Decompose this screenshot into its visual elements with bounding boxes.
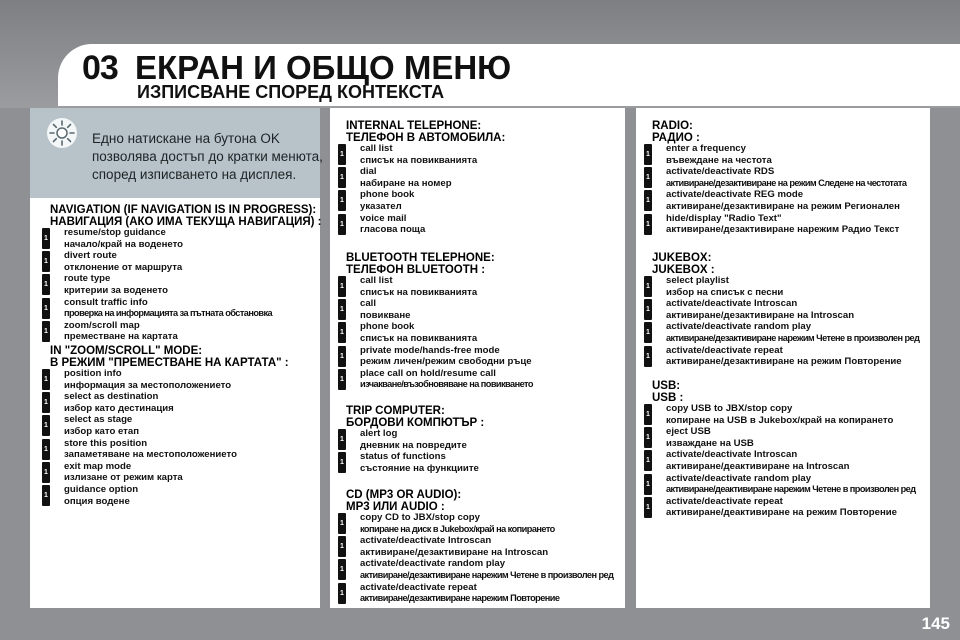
- button-1-icon: 1: [644, 322, 652, 343]
- menu-item: [360, 189, 414, 212]
- menu-item: [666, 321, 919, 344]
- menu-item: [666, 496, 897, 519]
- menu-item-bg: изчакване/възобновяване на повикването: [360, 379, 533, 390]
- menu-item-en: phone book: [360, 321, 415, 333]
- menu-item-en: activate/deactivate RDS: [666, 166, 775, 178]
- button-1-icon: 1: [644, 299, 652, 320]
- button-1-icon: 1: [42, 274, 50, 295]
- menu-item: [64, 414, 139, 437]
- menu-item: [666, 449, 849, 472]
- menu-item-bg: активиране/дезактивиране на Introscan: [666, 309, 855, 321]
- section-title: [346, 120, 505, 144]
- button-1-icon: 1: [338, 513, 346, 534]
- button-1-icon: 1: [644, 474, 652, 495]
- menu-item-en: position info: [64, 368, 122, 379]
- menu-item-bg: активиране/дезактивиране нарежим Радио Текст: [666, 224, 900, 236]
- menu-item-en: select as destination: [64, 391, 159, 403]
- menu-item-bg: активиране/дезактивиране на режим Повторение: [666, 356, 902, 368]
- button-1-icon: 1: [42, 298, 50, 319]
- menu-item-en: guidance option: [64, 484, 139, 495]
- menu-item: [666, 275, 783, 298]
- section-title: [652, 380, 683, 404]
- menu-item: [64, 391, 174, 414]
- menu-item-en: exit map mode: [64, 460, 132, 472]
- menu-item: [64, 227, 183, 250]
- button-1-icon: 1: [644, 214, 652, 235]
- menu-item-en: store this position: [64, 437, 148, 449]
- page-title: ЕКРАН И ОБЩО МЕНЮ: [135, 49, 512, 86]
- button-1-icon: 1: [338, 214, 346, 235]
- menu-item-en: place call on hold/resume call: [360, 367, 496, 379]
- menu-item-en: activate/deactivate random play: [360, 558, 506, 570]
- menu-item-en: activate/deactivate Introscan: [360, 535, 492, 547]
- menu-item-en: copy CD to JBX/stop copy: [360, 512, 480, 523]
- button-1-icon: 1: [338, 322, 346, 343]
- button-1-icon: 1: [644, 346, 652, 367]
- section-title-line: IN "ZOOM/SCROLL" MODE:: [50, 345, 203, 357]
- menu-item-bg: повикване: [360, 309, 411, 321]
- menu-item-bg: списък на повикванията: [360, 286, 478, 298]
- menu-item: [64, 368, 231, 391]
- button-1-icon: 1: [338, 144, 346, 165]
- section-title-line: JUKEBOX:: [652, 252, 712, 264]
- menu-item-bg: активиране/дезактивиране на режим Следене на честотата: [666, 177, 907, 188]
- menu-item: [64, 438, 237, 461]
- section-title-line: РАДИО :: [652, 132, 700, 144]
- menu-item-en: activate/deactivate random play: [666, 321, 812, 333]
- section-title-line: BLUETOOTH TELEPHONE:: [346, 252, 495, 264]
- section-title: [346, 489, 461, 513]
- button-1-icon: 1: [338, 299, 346, 320]
- menu-item-en: status of functions: [360, 451, 446, 463]
- menu-item-en: route type: [64, 273, 111, 285]
- menu-item-bg: указател: [360, 200, 402, 212]
- menu-item-bg: активиране/дезактивиране на режим Регионален: [666, 200, 900, 212]
- section-title-line: БОРДОВИ КОМПЮТЪР :: [346, 417, 485, 429]
- button-1-icon: 1: [644, 427, 652, 448]
- section-title-line: НАВИГАЦИЯ (АКО ИМА ТЕКУЩА НАВИГАЦИЯ) :: [50, 216, 322, 228]
- button-1-icon: 1: [644, 450, 652, 471]
- menu-item-en: activate/deactivate Introscan: [666, 449, 798, 461]
- menu-item: [666, 213, 899, 236]
- button-1-icon: 1: [338, 429, 346, 450]
- section-title: [50, 204, 322, 228]
- menu-item-bg: излизане от режим карта: [64, 472, 183, 484]
- menu-item-en: resume/stop guidance: [64, 227, 166, 238]
- menu-item-bg: информация за местоположението: [64, 379, 232, 391]
- lightbulb-icon: [47, 118, 77, 148]
- button-1-icon: 1: [42, 439, 50, 460]
- menu-item: [666, 143, 772, 166]
- menu-item: [360, 298, 411, 321]
- button-1-icon: 1: [42, 228, 50, 249]
- menu-item-bg: гласова поща: [360, 224, 426, 236]
- menu-item: [360, 368, 533, 391]
- menu-item-bg: активиране/дезактивиране нарежим Четене в произволен ред: [666, 332, 920, 343]
- section-title: [346, 405, 484, 429]
- section-title-line: ТЕЛЕФОН BLUETOOTH :: [346, 264, 486, 276]
- menu-item-bg: копиране на USB в Jukebox/край на копирането: [666, 414, 894, 426]
- menu-item: [360, 451, 479, 474]
- menu-item-bg: преместване на картата: [64, 331, 178, 343]
- menu-item-en: eject USB: [666, 426, 711, 438]
- menu-item: [360, 143, 477, 166]
- tip-line: Едно натискане на бутона OK: [92, 131, 280, 146]
- button-1-icon: 1: [338, 369, 346, 390]
- menu-item: [360, 558, 613, 581]
- button-1-icon: 1: [644, 497, 652, 518]
- section-title-line: USB :: [652, 392, 684, 404]
- menu-item-en: activate/deactivate Introscan: [666, 298, 798, 310]
- tip-box: [30, 108, 323, 198]
- menu-item-bg: изваждане на USB: [666, 437, 754, 449]
- section-title-line: CD (MP3 OR AUDIO):: [346, 489, 462, 501]
- menu-item-en: call list: [360, 275, 393, 286]
- menu-item: [64, 273, 168, 296]
- menu-item-bg: запаметяване на местоположението: [64, 449, 237, 461]
- menu-item: [666, 166, 906, 189]
- menu-item-en: select playlist: [666, 275, 729, 286]
- button-1-icon: 1: [644, 190, 652, 211]
- button-1-icon: 1: [338, 583, 346, 604]
- menu-item: [666, 298, 854, 321]
- menu-item-en: enter a frequency: [666, 143, 746, 154]
- menu-item-bg: избор на списък с песни: [666, 286, 784, 298]
- menu-item: [360, 321, 477, 344]
- button-1-icon: 1: [42, 415, 50, 436]
- menu-item-en: zoom/scroll map: [64, 319, 140, 331]
- menu-item-en: activate/deactivate repeat: [666, 495, 783, 507]
- menu-item-bg: критерии за воденето: [64, 284, 168, 296]
- menu-item-en: phone book: [360, 189, 415, 201]
- button-1-icon: 1: [338, 190, 346, 211]
- button-1-icon: 1: [42, 392, 50, 413]
- menu-item-bg: избор като етап: [64, 425, 140, 437]
- button-1-icon: 1: [42, 251, 50, 272]
- button-1-icon: 1: [338, 536, 346, 557]
- section-title: [652, 120, 700, 144]
- menu-item-en: copy USB to JBX/stop copy: [666, 403, 793, 414]
- button-1-icon: 1: [644, 167, 652, 188]
- button-1-icon: 1: [338, 452, 346, 473]
- menu-item: [666, 345, 902, 368]
- menu-item: [64, 320, 178, 343]
- menu-item-bg: избор като дестинация: [64, 402, 174, 414]
- button-1-icon: 1: [644, 276, 652, 297]
- button-1-icon: 1: [42, 369, 50, 390]
- page-subtitle: ИЗПИСВАНЕ СПОРЕД КОНТЕКСТА: [137, 82, 445, 102]
- menu-item-bg: списък на повикванията: [360, 154, 478, 166]
- menu-item-en: activate/deactivate random play: [666, 472, 812, 484]
- menu-item: [666, 189, 900, 212]
- menu-item-en: dial: [360, 166, 377, 178]
- menu-item-bg: режим личен/режим свободни ръце: [360, 356, 532, 368]
- menu-item-en: alert log: [360, 428, 398, 439]
- button-1-icon: 1: [42, 485, 50, 506]
- menu-item: [360, 582, 559, 605]
- menu-item-en: call list: [360, 143, 393, 154]
- section-title-line: В РЕЖИМ "ПРЕМЕСТВАНЕ НА КАРТАТА" :: [50, 357, 289, 369]
- menu-item-bg: въвеждане на честота: [666, 154, 772, 166]
- menu-item-en: hide/display "Radio Text": [666, 212, 782, 224]
- menu-item-bg: набиране на номер: [360, 177, 452, 189]
- menu-item-en: voice mail: [360, 212, 407, 224]
- button-1-icon: 1: [338, 167, 346, 188]
- menu-item-en: divert route: [64, 250, 117, 262]
- section-title-line: ТЕЛЕФОН В АВТОМОБИЛА:: [346, 132, 506, 144]
- tip-line: според изписването на дисплея.: [92, 167, 297, 182]
- menu-item-bg: активиране/деактивиране нарежим Четене в произволен ред: [666, 484, 916, 495]
- menu-item-bg: проверка на информацията за пътната обстановка: [64, 308, 273, 319]
- menu-item-bg: начало/край на воденето: [64, 238, 184, 250]
- menu-item: [360, 166, 452, 189]
- menu-item-en: private mode/hands-free mode: [360, 344, 500, 356]
- menu-item-bg: списък на повикванията: [360, 332, 478, 344]
- menu-item: [360, 512, 555, 535]
- menu-item-en: activate/deactivate repeat: [666, 344, 783, 356]
- button-1-icon: 1: [42, 462, 50, 483]
- menu-item-bg: копиране на диск в Jukebox/край на копирането: [360, 523, 555, 534]
- menu-item-en: consult traffic info: [64, 296, 148, 308]
- tip-line: позволява достъп до кратки менюта,: [92, 149, 323, 164]
- menu-item: [666, 426, 754, 449]
- menu-item-en: activate/deactivate REG mode: [666, 189, 804, 201]
- menu-item-en: activate/deactivate repeat: [360, 581, 477, 593]
- button-1-icon: 1: [338, 346, 346, 367]
- menu-item-bg: активиране/дезактивиране на Introscan: [360, 546, 549, 558]
- section-title-line: TRIP COMPUTER:: [346, 405, 445, 417]
- section-title: [346, 252, 495, 276]
- menu-item: [360, 275, 477, 298]
- menu-item-bg: активиране/дезактивиране нарежим Четене в произволен ред: [360, 569, 614, 580]
- section-title-line: INTERNAL TELEPHONE:: [346, 120, 482, 132]
- menu-item-bg: активиране/деактивиране на Introscan: [666, 460, 850, 472]
- menu-item: [64, 484, 138, 507]
- menu-item-en: select as stage: [64, 414, 133, 426]
- menu-item: [360, 428, 467, 451]
- menu-item: [64, 461, 183, 484]
- page-number: 145: [921, 614, 950, 633]
- menu-item-en: call: [360, 298, 377, 310]
- menu-item-bg: дневник на повредите: [360, 439, 467, 451]
- menu-item: [360, 345, 532, 368]
- button-1-icon: 1: [338, 276, 346, 297]
- button-1-icon: 1: [644, 144, 652, 165]
- menu-item-bg: активиране/деактивиране на режим Повторение: [666, 507, 897, 519]
- menu-item: [360, 213, 425, 236]
- section-title-line: USB:: [652, 380, 681, 392]
- section-title-line: MP3 ИЛИ AUDIO :: [346, 501, 445, 513]
- button-1-icon: 1: [644, 404, 652, 425]
- menu-item: [64, 297, 272, 320]
- menu-item: [666, 473, 915, 496]
- menu-item-bg: опция водене: [64, 495, 130, 507]
- section-title: [652, 252, 715, 276]
- button-1-icon: 1: [338, 559, 346, 580]
- section-title-line: NAVIGATION (IF NAVIGATION IS IN PROGRESS):: [50, 204, 317, 216]
- menu-item: [64, 250, 182, 273]
- section-title-line: JUKEBOX :: [652, 264, 715, 276]
- button-1-icon: 1: [42, 321, 50, 342]
- menu-item-bg: отклонение от маршрута: [64, 261, 183, 273]
- tip-text: [92, 130, 332, 184]
- chapter-number: 03: [82, 49, 118, 87]
- menu-item-bg: активиране/дезактивиране нарежим Повторение: [360, 593, 560, 604]
- section-title-line: RADIO:: [652, 120, 693, 132]
- menu-item-bg: състояние на функциите: [360, 462, 479, 474]
- section-title: [50, 345, 289, 369]
- menu-item: [666, 403, 893, 426]
- menu-item: [360, 535, 548, 558]
